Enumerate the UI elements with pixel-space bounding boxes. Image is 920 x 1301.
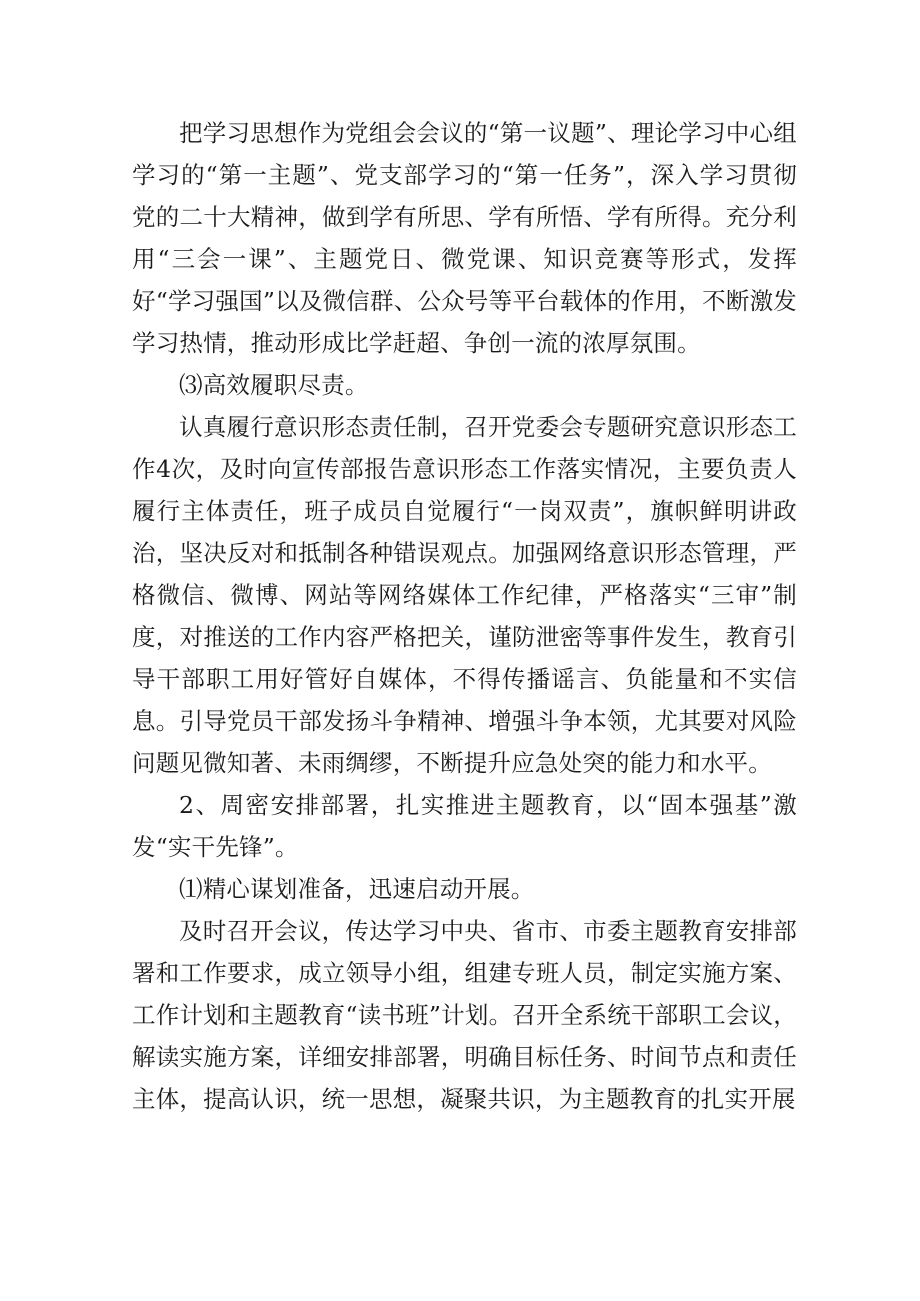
document-body [132,112,797,1120]
paragraph-study-thought: 把学习思想作为党组会会议的“第一议题”、理论学习中心组学习的“第一主题”、党支部学习的“第一任务”，深入学习贯彻党的二十大精神，做到学有所思、学有所悟、学有所得。充分利用“三会一课”、主题党日、微党课、知识竞赛等形式，发挥好“学习强国”以及微信群、公众号等平台载体的作用，不断激发学习热情，推动形成比学赶超、争创一流的浓厚氛围。 [132,119,797,357]
paragraph-ideology-responsibility: 认真履行意识形态责任制，召开党委会专题研究意识形态工作4次，及时向宣传部报告意识形态工作落实情况，主要负责人履行主体责任，班子成员自觉履行“一岗双责”，旗帜鲜明讲政治，坚决反对和抵制各种错误观点。加强网络意识形态管理，严格微信、微博、网站等网络媒体工作纪律，严格落实“三审”制度，对推送的工作内容严格把关，谨防泄密等事件发生，教育引导干部职工用好管好自媒体，不得传播谣言、负能量和不实信息。引导党员干部发扬斗争精神、增强斗争本领，尤其要对风险问题见微知著、未雨绸缪，不断提升应急处突的能力和水平。 [132,413,797,777]
paragraph-meeting-arrangement: 及时召开会议，传达学习中央、省市、市委主题教育安排部署和工作要求，成立领导小组，组建专班人员，制定实施方案、工作计划和主题教育“读书班”计划。召开全系统干部职工会议，解读实施方案，详细安排部署，明确目标任务、时间节点和责任主体，提高认识，统一思想，凝聚共识，为主题教育的扎实开展 [132,917,797,1113]
section-heading-theme-education: 2、周密安排部署，扎实推进主题教育，以“固本强基”激发“实干先锋”。 [132,791,797,861]
subheading-careful-planning: ⑴精心谋划准备，迅速启动开展。 [179,875,535,903]
subheading-efficient-duty: ⑶高效履职尽责。 [179,371,369,399]
